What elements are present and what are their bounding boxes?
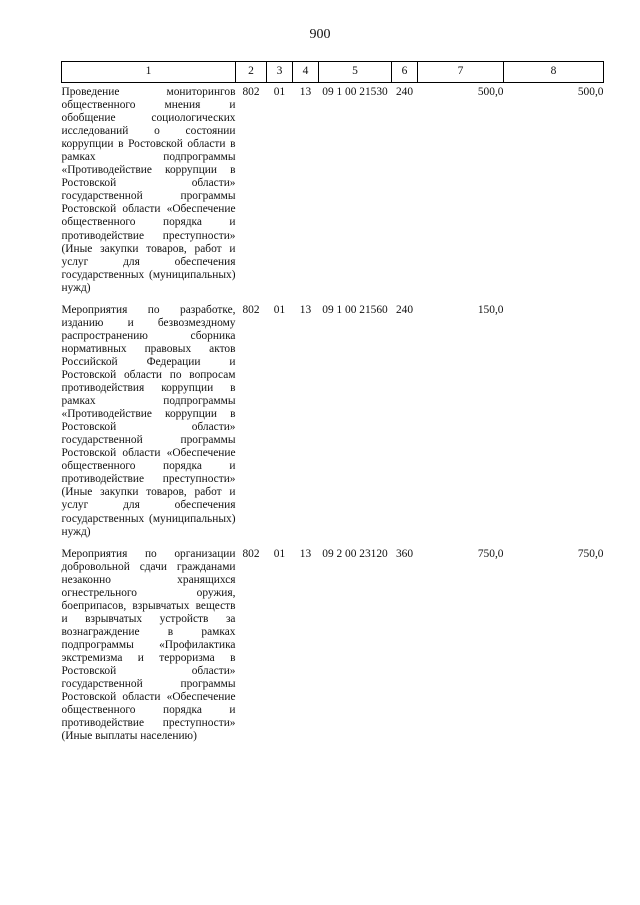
budget-table	[61, 61, 604, 749]
cell-expense-type: 240	[395, 303, 414, 316]
column-header: 8	[504, 62, 604, 83]
table-row	[62, 545, 604, 750]
table-row	[62, 83, 604, 301]
column-header: 4	[293, 62, 319, 83]
cell-amount-year2	[504, 301, 604, 545]
column-header: 7	[418, 62, 504, 83]
page-number: 900	[309, 27, 331, 42]
column-header: 6	[392, 62, 418, 83]
column-header: 3	[267, 62, 293, 83]
cell-ministry-code: 802	[242, 547, 260, 560]
cell-amount-year1: 500,0	[477, 86, 504, 98]
row-description: Мероприятия по разработке, изданию и безвозмездному распространению сборника нормативных правовых актов Российской Федерации и Ростовской области по вопросам противодействия коррупции в рамках подпрограммы «Противодействие коррупции в Ростовской области» государственной программы Ростовской области «Обеспечение общественного порядка и противодействие преступности» (Иные закупки товаров, работ и услуг для обеспечения государственных (муниципальных) нужд)	[61, 303, 236, 538]
cell-target-article: 09 1 00 21560	[322, 303, 388, 316]
cell-ministry-code: 802	[242, 86, 260, 98]
cell-amount-year1: 750,0	[477, 547, 504, 560]
table-row	[62, 301, 604, 545]
cell-target-article: 09 2 00 23120	[322, 547, 388, 560]
cell-amount-year1: 150,0	[477, 303, 504, 316]
row-description: Мероприятия по организации добровольной сдачи гражданами незаконно хранящихся огнестрельного оружия, боеприпасов, взрывчатых веществ и взрывчатых устройств за вознаграждение в рамках подпрограммы «Профилактика экстремизма и терроризма в Ростовской области» государственной программы Ростовской области «Обеспечение общественного порядка и противодействие преступности» (Иные выплаты населению)	[61, 547, 236, 743]
cell-section-code: 01	[273, 547, 286, 560]
cell-subsection-code: 13	[299, 547, 312, 560]
column-header: 2	[236, 62, 267, 83]
row-description: Проведение мониторингов общественного мнения и обобщение социологических исследований о состоянии коррупции в Ростовской области в рамках подпрограммы «Противодействие коррупции в Ростовской области» государственной программы Ростовской области «Обеспечение общественного порядка и противодействие преступности» (Иные закупки товаров, работ и услуг для обеспечения государственных (муниципальных) нужд)	[61, 86, 236, 294]
cell-target-article: 09 1 00 21530	[322, 86, 388, 98]
cell-expense-type: 360	[395, 547, 414, 560]
cell-subsection-code: 13	[299, 303, 312, 316]
cell-ministry-code: 802	[242, 303, 260, 316]
cell-expense-type: 240	[395, 86, 414, 98]
column-header: 1	[62, 62, 236, 83]
column-header: 5	[319, 62, 392, 83]
cell-amount-year2: 750,0	[577, 547, 604, 560]
cell-section-code: 01	[273, 303, 286, 316]
cell-section-code: 01	[273, 86, 286, 98]
cell-amount-year2: 500,0	[577, 86, 604, 98]
cell-subsection-code: 13	[299, 86, 312, 98]
header-row	[62, 62, 604, 83]
